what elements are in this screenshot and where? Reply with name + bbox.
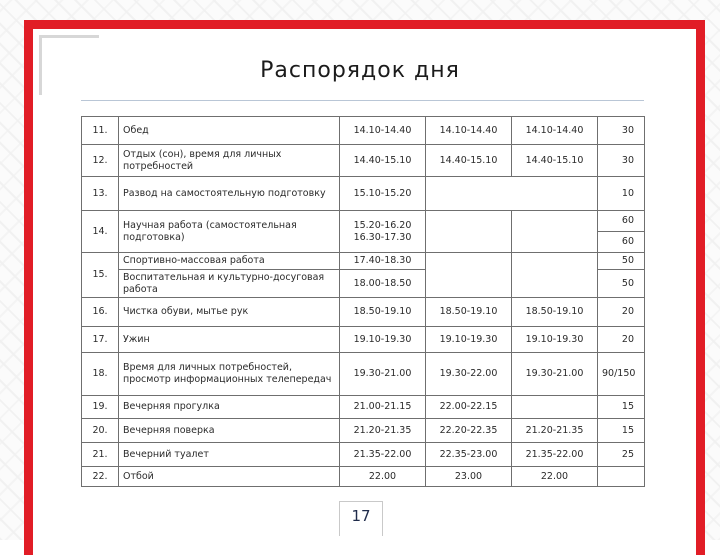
table-row [82,353,645,396]
table-row [82,253,645,270]
row-time-1: 21.00-21.15 [340,396,426,419]
row-duration: 20 [598,298,645,327]
row-number: 11. [82,117,119,145]
row-number: 21. [82,443,119,467]
row-time-3: 19.10-19.30 [512,327,598,353]
row-duration: 20 [598,327,645,353]
row-time-1: 21.20-21.35 [340,419,426,443]
row-number: 15. [82,253,119,298]
row-activity: Чистка обуви, мытье рук [119,298,340,327]
row-time-1: 15.20-16.20 16.30-17.30 [340,211,426,253]
row-duration-b: 60 [598,232,645,253]
row-time-2: 14.40-15.10 [426,145,512,177]
row-duration: 25 [598,443,645,467]
row-duration: 90/150 [598,353,645,396]
row-time-1: 18.00-18.50 [340,270,426,298]
row-time-2: 18.50-19.10 [426,298,512,327]
row-time-1: 19.30-21.00 [340,353,426,396]
row-time-3: 21.20-21.35 [512,419,598,443]
row-duration-a: 60 [598,211,645,232]
row-activity: Вечерняя поверка [119,419,340,443]
row-time-2: 19.30-22.00 [426,353,512,396]
row-time-2: 23.00 [426,467,512,487]
row-number: 19. [82,396,119,419]
row-time-2: 22.35-23.00 [426,443,512,467]
table-row [82,177,645,211]
row-duration: 15 [598,396,645,419]
page-number: 17 [339,501,383,536]
row-activity: Время для личных потребностей, просмотр информационных телепередач [119,353,340,396]
table-row [82,467,645,487]
row-time-3 [512,396,598,419]
row-number: 14. [82,211,119,253]
row-time-3 [512,211,598,253]
row-time-2: 22.20-22.35 [426,419,512,443]
row-time-1: 14.40-15.10 [340,145,426,177]
table-row [82,211,645,232]
row-activity: Вечерний туалет [119,443,340,467]
row-time-3 [512,253,598,298]
row-time-1: 15.10-15.20 [340,177,426,211]
row-time-3: 19.30-21.00 [512,353,598,396]
row-duration: 30 [598,145,645,177]
row-time-3: 14.10-14.40 [512,117,598,145]
row-activity: Обед [119,117,340,145]
row-time-1: 17.40-18.30 [340,253,426,270]
row-time-1: 18.50-19.10 [340,298,426,327]
row-time-2-3 [426,177,598,211]
row-number: 18. [82,353,119,396]
row-time-3: 21.35-22.00 [512,443,598,467]
row-activity: Научная работа (самостоятельная подготовка) [119,211,340,253]
table-row [82,443,645,467]
row-time-2: 19.10-19.30 [426,327,512,353]
row-time-2 [426,253,512,298]
row-time-2: 22.00-22.15 [426,396,512,419]
row-time-1: 21.35-22.00 [340,443,426,467]
title-underline [81,100,644,101]
row-activity: Развод на самостоятельную подготовку [119,177,340,211]
row-duration: 30 [598,117,645,145]
table-row [82,145,645,177]
row-time-2 [426,211,512,253]
row-number: 13. [82,177,119,211]
row-time-1: 22.00 [340,467,426,487]
row-number: 16. [82,298,119,327]
row-activity: Вечерняя прогулка [119,396,340,419]
row-time-1: 19.10-19.30 [340,327,426,353]
row-activity: Отбой [119,467,340,487]
schedule-table-wrap [81,116,644,487]
corner-accent-top [39,35,99,38]
row-activity: Спортивно-массовая работа [119,253,340,270]
schedule-table [81,116,645,487]
row-activity: Отдых (сон), время для личных потребностей [119,145,340,177]
row-duration: 50 [598,270,645,298]
table-row [82,327,645,353]
row-duration [598,467,645,487]
table-row [82,298,645,327]
row-activity: Ужин [119,327,340,353]
row-time-2: 14.10-14.40 [426,117,512,145]
row-time-3: 14.40-15.10 [512,145,598,177]
table-row [82,396,645,419]
table-row [82,117,645,145]
row-time-1: 14.10-14.40 [340,117,426,145]
row-activity: Воспитательная и культурно-досуговая работа [119,270,340,298]
row-duration: 15 [598,419,645,443]
row-duration: 50 [598,253,645,270]
row-number: 17. [82,327,119,353]
row-number: 22. [82,467,119,487]
row-time-3: 22.00 [512,467,598,487]
page-title: Распорядок дня [260,58,460,83]
row-duration: 10 [598,177,645,211]
table-row [82,419,645,443]
row-number: 12. [82,145,119,177]
row-time-3: 18.50-19.10 [512,298,598,327]
row-number: 20. [82,419,119,443]
